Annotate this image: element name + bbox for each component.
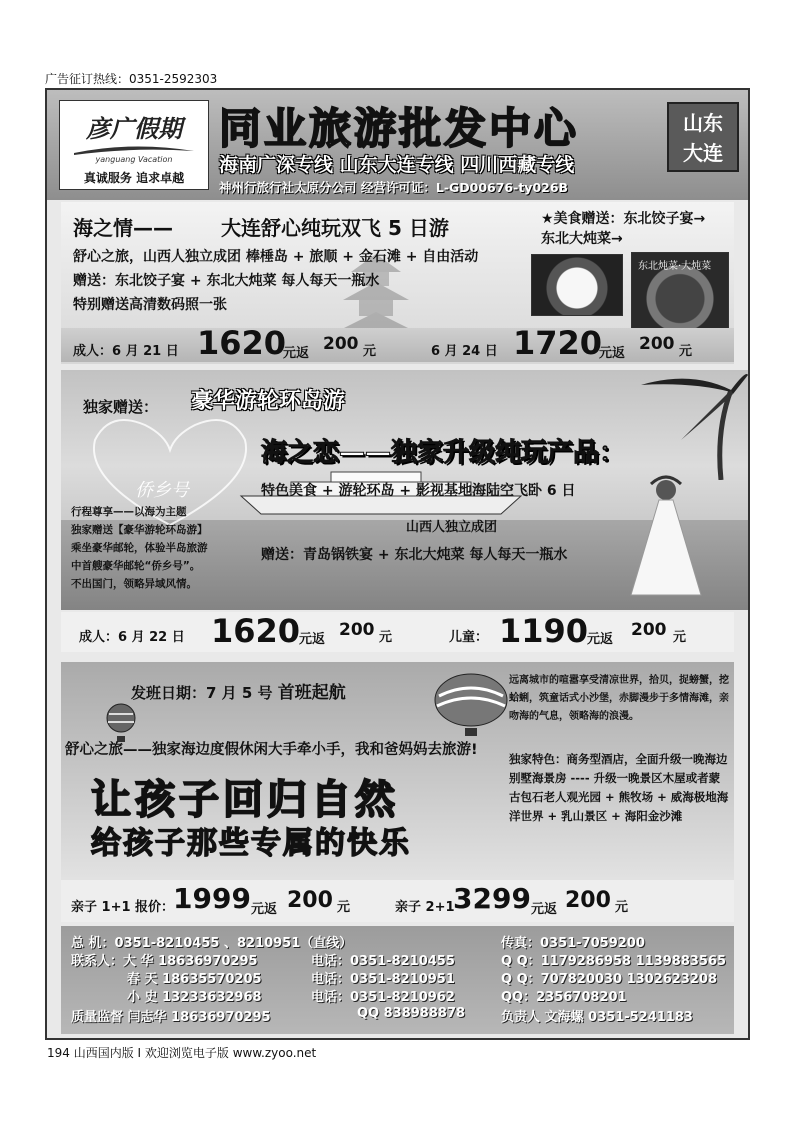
rebate-value: 200 [565, 888, 611, 913]
tour-gift: 赠送：青岛锅铁宴 + 东北大炖菜 每人每天一瓶水 [261, 547, 568, 563]
cruise-section [61, 370, 748, 610]
contact-person: 小 史 13233632968 [127, 990, 262, 1005]
tour-group: 山西人独立成团 [406, 520, 498, 535]
contact-phone: 电话：0351-8210455 [311, 954, 455, 969]
logo-name: 彦广假期 [86, 114, 182, 143]
price-unit: 元返 [587, 632, 614, 647]
price-unit: 元返 [299, 632, 326, 647]
rebate-unit: 元 [673, 630, 687, 645]
ad-hotline: 广告征订热线：0351-2592303 [45, 72, 218, 86]
tour-title-prefix: 海之情—— [73, 216, 173, 240]
note-line: 行程尊享——以海为主题 [71, 506, 187, 518]
region-line-1: 山东 [683, 111, 723, 135]
family-tour-section [61, 662, 734, 880]
child-price-label: 儿童： [449, 630, 489, 645]
contact-phone: 电话：0351-8210951 [311, 972, 455, 987]
price-date-label: 6 月 24 日 [431, 344, 498, 359]
tour-itinerary: 舒心之旅，山西人独立成团 棒棰岛 + 旅顺 + 金石滩 + 自由活动 [73, 249, 479, 265]
dalian-tour-section [61, 202, 734, 364]
contact-person: 春 天 18635570205 [127, 972, 262, 987]
price-value: 3299 [453, 882, 531, 915]
price-value: 1620 [197, 324, 287, 362]
headline-1: 让孩子回归自然 [91, 777, 399, 823]
tour-gift: 赠送：东北饺子宴 + 东北大炖菜 每人每天一瓶水 [73, 273, 380, 289]
price-row [61, 324, 734, 362]
rebate-unit: 元 [615, 900, 629, 915]
price-value: 1999 [173, 882, 251, 915]
hot-air-balloon-icon [431, 670, 511, 740]
logo-slogan: 真诚服务 追求卓越 [83, 171, 185, 185]
rebate-value: 200 [323, 334, 359, 354]
price-date-label: 成人：6 月 21 日 [73, 344, 179, 359]
dumpling-photo [531, 254, 623, 316]
contact-phone: 电话：0351-8210962 [311, 990, 455, 1005]
note-line: 独家赠送【豪华游轮环岛游】 [71, 524, 208, 536]
rebate-unit: 元 [337, 900, 351, 915]
tour-title: 大连舒心纯玩双飞 5 日游 [221, 216, 449, 240]
food-gift-label-2: 东北大炖菜→ [541, 231, 623, 247]
rebate-unit: 元 [363, 344, 377, 359]
note-line: 不出国门，领略异域风情。 [71, 578, 197, 590]
contact-qq: QQ 838988878 [357, 1006, 466, 1021]
page-title: 同业旅游批发中心 [219, 104, 580, 153]
price-unit: 元返 [251, 902, 278, 917]
price-row [61, 880, 734, 922]
tour-title: 海之恋——独家升级纯玩产品： [261, 438, 626, 468]
palm-tree-icon [621, 370, 748, 480]
beach-description: 远离城市的喧嚣享受清凉世界，拾贝，捉螃蟹，挖蛤蜊，筑童话式小沙堡，赤脚漫步于多情海滩，亲吻海的气息，领略海的浪漫。 [509, 675, 729, 722]
page-footer: 194 山西国内版 I 欢迎浏览电子版 www.zyoo.net [47, 1046, 317, 1060]
quality-supervisor: 质量监督 闫志华 18636970295 [71, 1010, 271, 1025]
rebate-value: 200 [639, 334, 675, 354]
contact-qq: QQ：2356708201 [501, 990, 627, 1005]
region-badge [667, 102, 739, 172]
main-phone: 总 机：0351-8210455 、8210951（直线） [71, 936, 353, 951]
stew-photo [631, 252, 729, 330]
contact-qq: Q Q：707820030 1302623208 [501, 972, 718, 987]
price-label: 亲子 2+1 [395, 900, 455, 915]
departure-date [131, 678, 346, 703]
rebate-unit: 元 [679, 344, 693, 359]
headline-2: 给孩子那些专属的快乐 [91, 826, 411, 861]
price-row [61, 612, 734, 652]
exclusive-features: 独家特色：商务型酒店，全面升级一晚海边别墅海景房 ---- 升级一晚景区木屋或者蒙古包石老人观光园 + 熊牧场 + 威海极地海洋世界 + 乳山景区 + 海阳金沙滩 [509, 752, 729, 823]
contact-panel [61, 926, 734, 1034]
exclusive-label: 独家赠送： [83, 398, 159, 416]
ad-page [45, 88, 750, 1040]
price-value: 1620 [211, 612, 301, 650]
route-list: 海南广深专线 山东大连专线 四川西藏专线 [219, 154, 575, 176]
rebate-unit: 元 [379, 630, 393, 645]
tour-features: 特色美食 + 游轮环岛 + 影视基地海陆空飞卧 6 日 [261, 483, 576, 499]
contact-person: 联系人：大 华 18636970295 [71, 954, 258, 969]
contact-qq: Q Q：1179286958 1139883565 [501, 954, 727, 969]
price-unit: 元返 [283, 346, 310, 361]
company-logo [59, 100, 209, 190]
first-departure: 首班起航 [277, 683, 346, 703]
rebate-value: 200 [339, 620, 375, 640]
logo-english: yanguang Vacation [95, 155, 173, 164]
price-unit: 元返 [531, 902, 558, 917]
food-gift-label: ★美食赠送：东北饺子宴→ [541, 211, 706, 227]
brand-text: 侨乡号 [135, 480, 189, 501]
price-unit: 元返 [599, 346, 626, 361]
woman-on-beach-icon [621, 470, 711, 600]
manager-contact: 负责人 文海螺 0351-5241183 [501, 1010, 693, 1025]
family-tagline: 舒心之旅——独家海边度假休闲大手牵小手，我和爸妈妈去旅游! [65, 742, 478, 758]
cruise-title: 豪华游轮环岛游 [191, 389, 346, 414]
note-line: 乘坐豪华邮轮，体验半岛旅游 [71, 542, 208, 554]
price-value: 1720 [513, 324, 603, 362]
header-banner [47, 90, 748, 200]
region-line-2: 大连 [683, 141, 723, 165]
fax: 传真：0351-7059200 [501, 936, 645, 951]
license-line: 神州行旅行社太原分公司 经营许可证：L-GD00676-ty026B [219, 180, 569, 195]
price-date-label: 成人：6 月 22 日 [79, 630, 185, 645]
departure-date-label: 发班日期：7 月 5 号 [131, 684, 273, 702]
stew-photo-caption: 东北炖菜·大炖菜 [638, 261, 712, 272]
tour-photo-gift: 特别赠送高清数码照一张 [73, 297, 227, 313]
price-label: 亲子 1+1 报价： [71, 900, 175, 915]
rebate-value: 200 [287, 888, 333, 913]
rebate-value: 200 [631, 620, 667, 640]
note-line: 中首艘豪华邮轮“侨乡号”。 [71, 560, 201, 572]
price-value: 1190 [499, 612, 589, 650]
